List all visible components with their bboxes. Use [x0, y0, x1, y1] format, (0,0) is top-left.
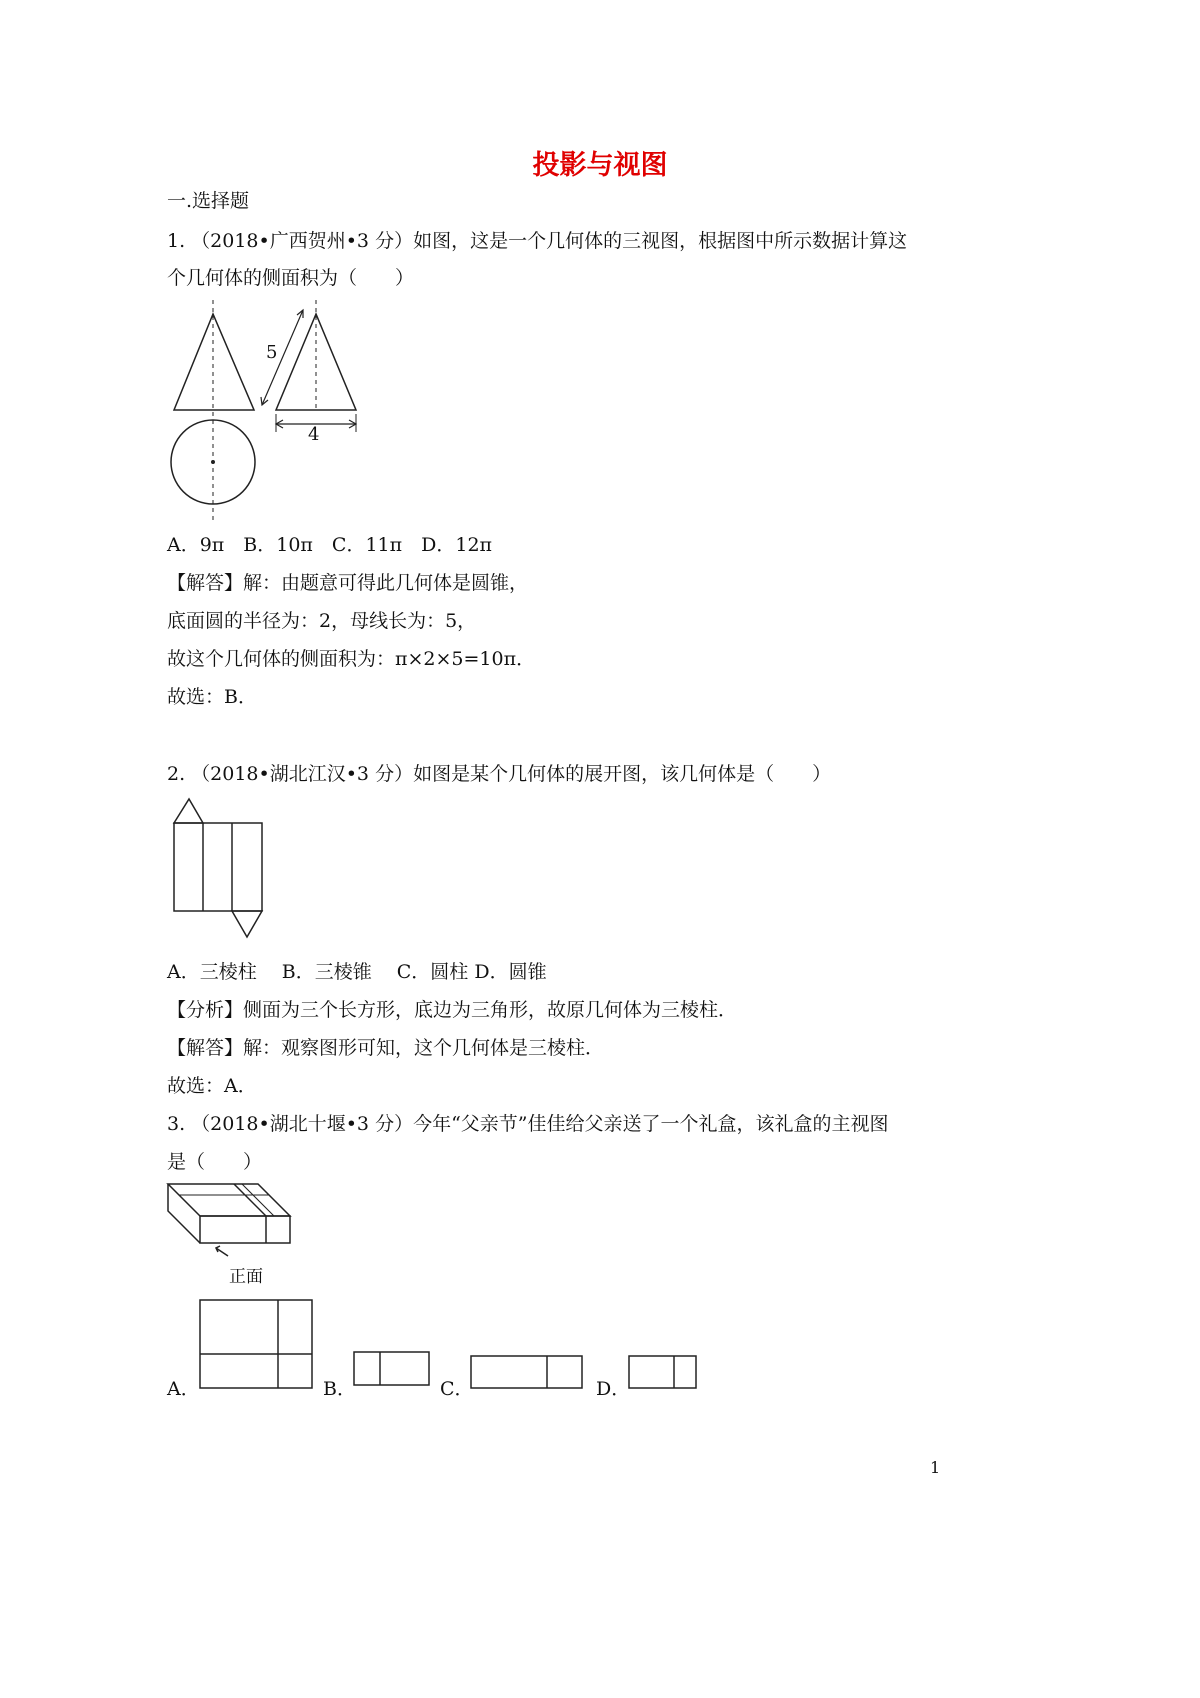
q3-option-d-figure [627, 1354, 699, 1392]
q3-front-label: 正面 [229, 1267, 263, 1287]
q2-options: A．三棱柱 B．三棱锥 C．圆柱 D．圆锥 [167, 961, 547, 983]
q3-option-c-figure [469, 1354, 585, 1392]
q2-choice: 故选：A． [167, 1075, 257, 1097]
q2-answer: 【解答】解：观察图形可知，这个几何体是三棱柱． [167, 1037, 605, 1059]
q2-stem: 2. （2018•湖北江汉•3 分）如图是某个几何体的展开图，该几何体是（ ） [167, 763, 832, 785]
q1-choice: 故选：B． [167, 686, 257, 708]
q1-base-label: 4 [308, 424, 320, 445]
q3-option-c-label: C． [440, 1378, 474, 1400]
q2-analysis: 【分析】侧面为三个长方形，底边为三角形，故原几何体为三棱柱． [167, 999, 738, 1021]
q3-option-d-label: D． [596, 1378, 631, 1400]
q1-answer-line3: 故这个几何体的侧面积为：π×2×5=10π． [167, 648, 536, 670]
q3-option-b-figure [352, 1350, 432, 1388]
document-title: 投影与视图 [532, 150, 668, 181]
q3-option-a-figure [198, 1298, 316, 1390]
q1-side-view [261, 300, 356, 432]
q1-answer-line2: 底面圆的半径为：2，母线长为：5， [167, 610, 477, 632]
q3-option-a-label: A． [167, 1378, 200, 1400]
section-heading: 一.选择题 [167, 190, 250, 212]
q1-front-view [174, 314, 254, 410]
q1-stem-line2: 个几何体的侧面积为（ ） [167, 267, 415, 289]
q2-net-figure [170, 795, 280, 945]
q1-three-view-figure [160, 290, 400, 530]
page-number: 1 [930, 1458, 941, 1477]
q3-stem-line2: 是（ ） [167, 1151, 263, 1173]
q1-options: A．9π B．10π C．11π D．12π [167, 534, 493, 556]
q1-answer-line1: 【解答】解：由题意可得此几何体是圆锥， [167, 572, 529, 594]
q1-stem-line1: 1. （2018•广西贺州•3 分）如图，这是一个几何体的三视图，根据图中所示数据计算这 [167, 230, 908, 252]
q1-slant-label: 5 [266, 342, 278, 363]
q3-option-b-label: B． [323, 1378, 356, 1400]
q1-top-view [171, 420, 255, 504]
q3-stem-line1: 3. （2018•湖北十堰•3 分）今年“父亲节”佳佳给父亲送了一个礼盒，该礼盒的主视图 [167, 1113, 889, 1135]
